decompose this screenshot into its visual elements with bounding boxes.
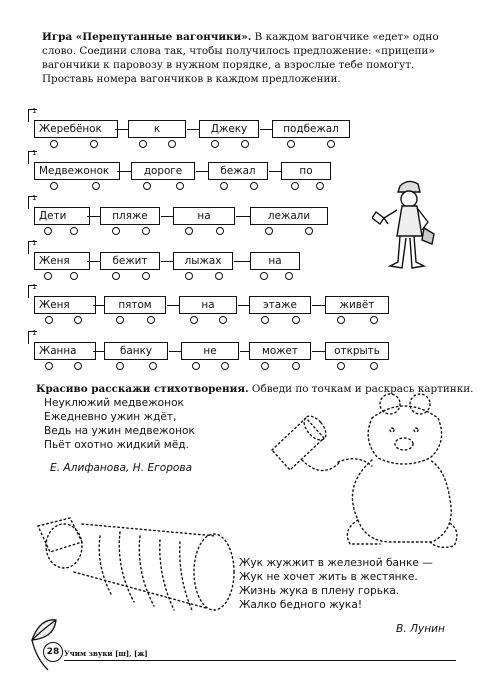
- wheel-icon: [316, 182, 324, 190]
- wheel-icon: [215, 272, 223, 280]
- wheel-icon: [185, 272, 193, 280]
- locomotive[interactable]: [32, 194, 90, 225]
- wagon-coupling: [312, 305, 325, 306]
- poem-line: Пьёт охотно жидкий мёд.: [44, 439, 189, 451]
- wagon-coupling: [115, 129, 128, 130]
- wagon[interactable]: [131, 162, 195, 180]
- dotted-bear-picture: [262, 390, 462, 552]
- wheel-icon: [211, 140, 219, 148]
- poem-2: [239, 556, 433, 612]
- wagon-coupling: [93, 305, 104, 306]
- wagon-word: Дети: [39, 210, 67, 222]
- wheel-icon: [143, 182, 151, 190]
- wheel-icon: [147, 316, 155, 324]
- locomotive[interactable]: [32, 329, 96, 360]
- wagon-word: живёт: [339, 299, 375, 311]
- wagon-coupling: [93, 351, 104, 352]
- wheel-icon: [149, 362, 157, 370]
- wheel-icon: [260, 272, 268, 280]
- wagon-word: Жанна: [39, 345, 77, 357]
- wagon-coupling: [236, 216, 250, 217]
- wheel-icon: [185, 227, 193, 235]
- wheel-icon: [370, 362, 378, 370]
- wagon[interactable]: [173, 252, 233, 270]
- wagon[interactable]: [249, 296, 311, 314]
- wagon-word: Женя: [39, 299, 70, 311]
- wheel-icon: [70, 272, 78, 280]
- wheel-icon: [221, 362, 229, 370]
- wheel-icon: [327, 140, 335, 148]
- wheel-icon: [74, 316, 82, 324]
- wagon-word: на: [201, 299, 215, 311]
- number-mark: 1: [32, 329, 37, 337]
- task2-text: Обведи по точкам и раскрась картинки.: [248, 383, 474, 395]
- wheel-icon: [337, 362, 345, 370]
- wagon-word: на: [268, 255, 282, 267]
- locomotive[interactable]: [32, 283, 96, 314]
- wheel-icon: [116, 316, 124, 324]
- wheel-icon: [112, 272, 120, 280]
- wheel-icon: [219, 316, 227, 324]
- wagon-coupling: [238, 305, 249, 306]
- number-mark: 1: [32, 149, 37, 157]
- wagon-word: подбежал: [283, 123, 339, 135]
- wagon-word: пляже: [112, 210, 148, 222]
- wagon[interactable]: [250, 252, 300, 270]
- wagon-coupling: [87, 216, 100, 217]
- wagon-word: банку: [120, 345, 152, 357]
- wheel-icon: [45, 362, 53, 370]
- poem-1: [44, 396, 195, 452]
- poem-line: Жук жужжит в железной банке —: [239, 557, 433, 569]
- intro-paragraph: [42, 30, 452, 86]
- number-mark: 1: [32, 283, 37, 291]
- wheel-icon: [70, 227, 78, 235]
- wheel-icon: [261, 362, 269, 370]
- wagon-coupling: [87, 261, 100, 262]
- footer-title: Учим звуки [ш], [ж]: [64, 649, 148, 658]
- wagon-coupling: [169, 351, 181, 352]
- wagon-word: может: [261, 345, 298, 357]
- wheel-icon: [74, 362, 82, 370]
- wheel-icon: [192, 362, 200, 370]
- wagon-word: бежит: [112, 255, 148, 267]
- wheel-icon: [142, 272, 150, 280]
- wagon-coupling: [260, 129, 272, 130]
- wagon-word: открыть: [334, 345, 380, 357]
- wagon-coupling: [269, 171, 281, 172]
- wheel-icon: [50, 182, 58, 190]
- locomotive[interactable]: [32, 149, 120, 180]
- wheel-icon: [287, 140, 295, 148]
- wagon[interactable]: [104, 296, 166, 314]
- wagon[interactable]: [249, 342, 311, 360]
- wagon[interactable]: [179, 296, 237, 314]
- wagon-word: на: [197, 210, 211, 222]
- wagon[interactable]: [208, 162, 268, 180]
- wheel-icon: [50, 140, 58, 148]
- wheel-icon: [44, 227, 52, 235]
- footer-rule: [64, 660, 456, 661]
- wagon[interactable]: [100, 207, 160, 225]
- game-label: Игра «Перепутанные вагончики».: [42, 31, 252, 43]
- wagon-word: к: [153, 123, 161, 135]
- wagon-word: по: [299, 165, 313, 177]
- poem-2-author: В. Лунин: [396, 623, 445, 635]
- wagon-word: Медвежонок: [39, 165, 110, 177]
- worker-illustration: [372, 178, 442, 276]
- wheel-icon: [216, 227, 224, 235]
- wagon-coupling: [187, 129, 199, 130]
- wagon-word: не: [203, 345, 217, 357]
- wheel-icon: [265, 227, 273, 235]
- number-mark: 1: [32, 107, 37, 115]
- wagon-word: бежал: [220, 165, 256, 177]
- wagon[interactable]: [173, 207, 235, 225]
- wagon[interactable]: [104, 342, 168, 360]
- wagon[interactable]: [281, 162, 331, 180]
- dotted-jar-picture: [30, 506, 244, 624]
- wheel-icon: [285, 272, 293, 280]
- wheel-icon: [176, 182, 184, 190]
- wagon-word: пятом: [118, 299, 152, 311]
- wheel-icon: [292, 316, 300, 324]
- wheel-icon: [305, 227, 313, 235]
- wagon[interactable]: [181, 342, 239, 360]
- wagon-word: Жеребёнок: [39, 123, 102, 135]
- wagon-coupling: [117, 171, 131, 172]
- wheel-icon: [241, 140, 249, 148]
- poem-line: Ежедневно ужин ждёт,: [44, 411, 177, 423]
- wagon-word: Женя: [39, 255, 70, 267]
- wagon[interactable]: [128, 120, 186, 138]
- wheel-icon: [112, 227, 120, 235]
- task2-bold: Красиво расскажи стихотворения.: [36, 383, 249, 395]
- number-mark: 1: [32, 239, 37, 247]
- wheel-icon: [116, 362, 124, 370]
- poem-line: Неуклюжий медвежонок: [44, 397, 184, 409]
- wheel-icon: [220, 182, 228, 190]
- wagon[interactable]: [325, 342, 389, 360]
- wagon[interactable]: [199, 120, 259, 138]
- wagon-word: этаже: [263, 299, 297, 311]
- wheel-icon: [190, 316, 198, 324]
- wagon-coupling: [234, 261, 250, 262]
- wagon-coupling: [196, 171, 208, 172]
- wagon-coupling: [161, 261, 173, 262]
- wheel-icon: [337, 316, 345, 324]
- wheel-icon: [292, 362, 300, 370]
- poem-line: Ведь на ужин медвежонок: [44, 425, 195, 437]
- wheel-icon: [291, 182, 299, 190]
- wheel-icon: [370, 316, 378, 324]
- wheel-icon: [90, 140, 98, 148]
- poem-line: Жизнь жука в плену горька.: [239, 585, 400, 597]
- wagon-word: лыжах: [184, 255, 222, 267]
- wagon[interactable]: [250, 207, 328, 225]
- poem-line: Жалко бедного жука!: [239, 599, 363, 611]
- wagon[interactable]: [100, 252, 160, 270]
- wagon-coupling: [161, 216, 173, 217]
- locomotive[interactable]: [32, 107, 118, 138]
- wagon-coupling: [167, 305, 179, 306]
- wagon[interactable]: [325, 296, 389, 314]
- wagon-coupling: [312, 351, 325, 352]
- wheel-icon: [142, 227, 150, 235]
- wagon-word: лежали: [267, 210, 311, 222]
- wagon-coupling: [240, 351, 249, 352]
- wheel-icon: [45, 316, 53, 324]
- wheel-icon: [261, 316, 269, 324]
- poem-line: Жук не хочет жить в жестянке.: [239, 571, 418, 583]
- wheel-icon: [92, 182, 100, 190]
- wagon[interactable]: [272, 120, 350, 138]
- intro-text: В каждом вагончике «едет» одно слово. Соедини слова так, чтобы получилось предложение: «прицепи» вагончики к паровозу в нужном порядке, а взрослые тебе помогут. Проставь номера вагончиков в каждом предложении.: [42, 31, 439, 85]
- wagon-word: Джеку: [210, 123, 248, 135]
- number-mark: 1: [32, 194, 37, 202]
- page-number: 28: [43, 642, 63, 662]
- locomotive[interactable]: [32, 239, 90, 270]
- wheel-icon: [168, 140, 176, 148]
- wheel-icon: [44, 272, 52, 280]
- poem-1-author: Е. Алифанова, Н. Егорова: [50, 462, 193, 474]
- wheel-icon: [139, 140, 147, 148]
- wheel-icon: [250, 182, 258, 190]
- wagon-word: дороге: [143, 165, 183, 177]
